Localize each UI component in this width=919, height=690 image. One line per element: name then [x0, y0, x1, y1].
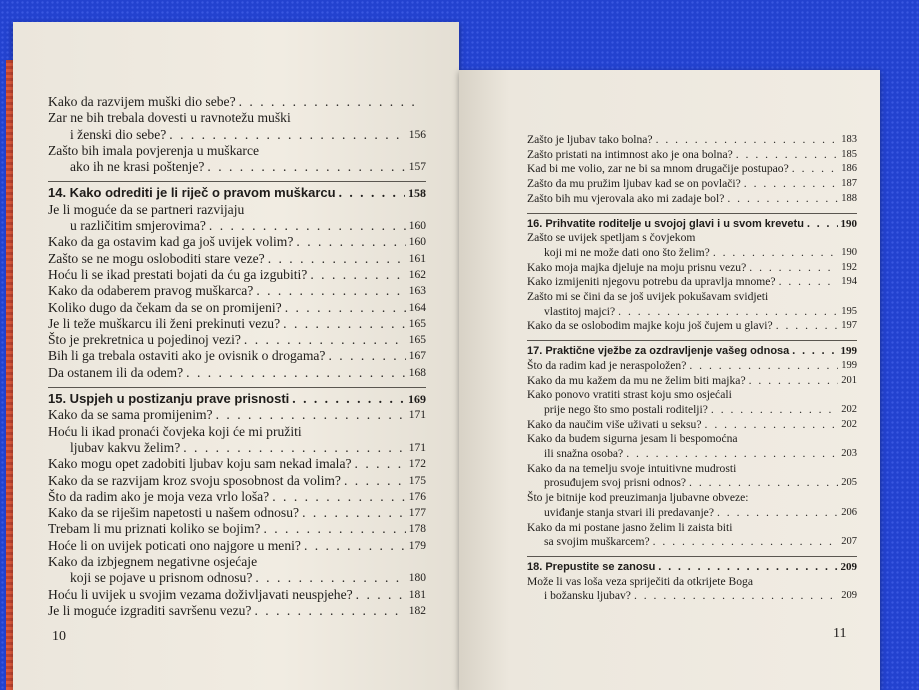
dot-leader [717, 506, 838, 521]
dot-leader [296, 234, 405, 250]
dot-leader [292, 391, 405, 407]
toc-entry [527, 231, 857, 260]
dot-leader [272, 489, 406, 505]
toc-entry-text: sa svojim muškarcem? [544, 535, 650, 549]
dot-leader [744, 177, 838, 192]
toc-page-number: 158 [408, 186, 426, 201]
toc-entry-text: Kako ponovo vratiti strast koju smo osjećali [527, 388, 732, 402]
toc-page-number: 181 [408, 588, 426, 601]
toc-entry-text: ljubav kakvu želim? [70, 439, 181, 455]
toc-entry [527, 418, 857, 433]
dot-leader [792, 162, 838, 177]
toc-entry [527, 261, 857, 276]
toc-entry [48, 300, 426, 316]
toc-entry-text: Je li teže muškarcu ili ženi prekinuti vezu? [48, 315, 281, 331]
right-page-number: 11 [833, 626, 847, 641]
dot-leader [339, 185, 405, 201]
toc-entry-text: Koliko dugo da čekam da se on promijeni? [48, 299, 282, 315]
toc-entry-text: Kako da naučim više uživati u seksu? [527, 417, 702, 431]
toc-page-number: 180 [408, 572, 426, 585]
toc-entry [527, 290, 857, 319]
toc-page-number: 169 [408, 392, 426, 407]
toc-entry-text: 18. Prepustite se zanosu [527, 560, 656, 573]
dot-leader [304, 538, 406, 554]
toc-page-number: 165 [408, 334, 426, 347]
toc-entry-text: 17. Praktične vježbe za ozdravljenje vašeg odnosa [527, 345, 790, 358]
dot-leader [285, 300, 406, 316]
toc-entry-text: Što da radim kad je neraspoložen? [527, 358, 687, 372]
dot-leader [355, 456, 406, 472]
toc-page-number: 165 [408, 317, 426, 330]
toc-entry [48, 538, 426, 554]
toc-chapter-heading [527, 340, 857, 359]
toc-entry-text: 14. Kako odrediti je li riječ o pravom muškarcu [48, 185, 336, 201]
toc-entry-text: Kako moja majka djeluje na moju prisnu vezu? [527, 260, 747, 274]
toc-entry-text: Kako da razvijem muški dio sebe? [48, 94, 236, 109]
toc-page-number: 175 [408, 474, 426, 487]
dot-leader [207, 159, 405, 175]
toc-entry [48, 603, 426, 619]
toc-entry-text: u različitim smjerovima? [70, 218, 206, 234]
left-page-number: 10 [52, 629, 66, 644]
toc-entry-text: Može li vas loša veza spriječiti da otkrijete Boga [527, 574, 754, 588]
toc-entry [48, 554, 426, 587]
toc-page-number: 203 [841, 448, 857, 460]
toc-page-number: 186 [841, 163, 857, 175]
toc-page-number: 156 [408, 128, 426, 141]
dot-leader [779, 275, 839, 290]
toc-entry-text: Zašto se uvijek spetljam s čovjekom [527, 231, 696, 245]
toc-entry [48, 251, 426, 267]
dot-leader [268, 251, 406, 267]
toc-entry [527, 177, 857, 192]
toc-chapter-heading [48, 387, 426, 407]
dot-leader [634, 589, 838, 604]
toc-entry [48, 94, 426, 110]
toc-page-number: 176 [408, 490, 426, 503]
toc-entry-text: Zašto mi se čini da se još uvijek pokušavam svidjeti [527, 290, 769, 304]
toc-entry [48, 143, 426, 176]
toc-page-number: 162 [408, 268, 426, 281]
toc-entry-text: Kako da se sama promijenim? [48, 407, 213, 423]
toc-entry-text: prosuđujem svoj prisni odnos? [544, 476, 687, 490]
dot-leader [169, 127, 405, 143]
toc-entry [48, 505, 426, 521]
dot-leader [283, 316, 406, 332]
toc-entry [48, 456, 426, 472]
toc-page-number: 206 [841, 506, 857, 518]
toc-entry-text: Kako izmijeniti njegovu potrebu da upravlja mnome? [527, 275, 776, 289]
toc-page-number: 167 [408, 350, 426, 363]
dot-leader [618, 305, 838, 320]
toc-entry [527, 359, 857, 374]
toc-entry [527, 192, 857, 207]
toc-entry [48, 316, 426, 332]
toc-entry-text: prije nego što smo postali roditelji? [544, 402, 708, 416]
toc-entry [48, 267, 426, 283]
toc-page-number: 197 [841, 320, 857, 332]
toc-entry-text: Zašto bih imala povjerenja u muškarce [48, 142, 260, 158]
toc-entry-text: Zašto je ljubav tako bolna? [527, 133, 653, 146]
toc-entry-text: Kako da ga ostavim kad ga još uvijek volim? [48, 234, 294, 250]
dot-leader [749, 374, 839, 389]
toc-entry-text: Kako da odaberem pravog muškarca? [48, 283, 254, 299]
toc-entry [527, 388, 857, 417]
toc-entry-text: koji mi ne može dati ono što želim? [544, 245, 710, 259]
toc-page-number: 185 [841, 148, 857, 160]
toc-page-number: 202 [841, 418, 857, 430]
dot-leader [209, 218, 406, 234]
toc-page-number: 182 [408, 604, 426, 617]
toc-page-number: 194 [841, 276, 857, 288]
toc-entry [48, 202, 426, 235]
toc-page-number: 160 [408, 220, 426, 233]
toc-entry [527, 575, 857, 604]
toc-entry [527, 491, 857, 520]
toc-page-number: 207 [841, 536, 857, 548]
dot-leader [749, 261, 838, 276]
dot-leader [344, 473, 406, 489]
dot-leader [302, 505, 406, 521]
dot-leader [689, 476, 838, 491]
toc-entry [527, 462, 857, 491]
toc-entry [48, 234, 426, 250]
toc-page-number: 209 [840, 560, 857, 573]
toc-chapter-heading [527, 213, 857, 232]
toc-entry [48, 521, 426, 537]
toc-page-number: 188 [841, 192, 857, 204]
toc-entry-text: Što da radim ako je moja veza vrlo loša? [48, 488, 270, 504]
toc-page-number: 179 [408, 539, 426, 552]
toc-entry-text: ili snažna osoba? [544, 447, 624, 461]
dot-leader [244, 332, 406, 348]
toc-page-number: 199 [841, 359, 857, 371]
toc-entry [48, 348, 426, 364]
dot-leader [689, 359, 838, 374]
toc-entry [48, 489, 426, 505]
toc-entry-text: Da ostanem ili da odem? [48, 364, 184, 380]
toc-page-number: 157 [408, 161, 426, 174]
toc-entry-text: Što je prekretnica u pojedinoj vezi? [48, 332, 241, 348]
toc-entry-text: Hoću li se ikad prestati bojati da ću ga izgubiti? [48, 266, 308, 282]
toc-entry-text: vlastitoj majci? [544, 304, 616, 318]
toc-page-number: 163 [408, 285, 426, 298]
toc-entry [527, 374, 857, 389]
toc-entry-text: Zašto pristati na intimnost ako je ona bolna? [527, 147, 733, 161]
toc-entry-text: Kako da se riješim napetosti u našem odnosu? [48, 505, 300, 521]
toc-page-number: 190 [840, 217, 857, 230]
dot-leader [776, 319, 839, 334]
dot-leader [807, 217, 838, 232]
toc-page-number: 171 [408, 409, 426, 422]
toc-page-number: 177 [408, 507, 426, 520]
toc-chapter-heading [527, 556, 857, 575]
toc-entry-text: Bih li ga trebala ostaviti ako je ovisnik o drogama? [48, 348, 326, 364]
toc-entry-text: koji se pojave u prisnom odnosu? [70, 570, 253, 586]
dot-leader [626, 447, 838, 462]
toc-entry-text: Zašto se ne mogu osloboditi stare veze? [48, 250, 265, 266]
dot-leader [356, 587, 406, 603]
dot-leader [727, 192, 838, 207]
dot-leader [263, 521, 405, 537]
toc-page-number: 190 [841, 246, 857, 258]
dot-leader [713, 246, 838, 261]
toc-entry-text: Što je bitnije kod preuzimanja ljubavne obveze: [527, 491, 749, 505]
dot-leader [736, 148, 839, 163]
toc-entry-text: Je li moguće izgraditi savršenu vezu? [48, 602, 252, 618]
dot-leader [656, 133, 839, 148]
toc-entry [527, 319, 857, 334]
toc-entry-text: Kad bi me volio, zar ne bi sa mnom drugačije postupao? [527, 162, 789, 176]
dot-leader [255, 570, 405, 586]
toc-entry [48, 283, 426, 299]
toc-page-number: 202 [841, 403, 857, 415]
toc-page-number: 183 [841, 134, 857, 145]
toc-entry-text: Hoću li ikad pronaći čovjeka koji će mi pružiti [48, 423, 302, 439]
toc-page-number: 187 [841, 178, 857, 190]
toc-page-number: 205 [841, 477, 857, 489]
toc-entry [527, 148, 857, 163]
toc-entry [48, 587, 426, 603]
toc-entry [48, 365, 426, 381]
toc-entry [527, 275, 857, 290]
toc-entry-text: Kako da na temelju svoje intuitivne mudrosti [527, 461, 737, 475]
toc-page-number: 192 [841, 261, 857, 273]
toc-page-number: 160 [408, 236, 426, 249]
toc-entry [48, 473, 426, 489]
toc-entry-text: Zašto bih mu vjerovala ako mi zadaje bol? [527, 191, 725, 205]
toc-entry-text: 15. Uspjeh u postizanju prave prisnosti [48, 391, 290, 407]
toc-page-number: 164 [408, 301, 426, 314]
left-table-of-contents [48, 94, 426, 619]
toc-page-number: 172 [408, 458, 426, 471]
dot-leader [328, 348, 405, 364]
toc-entry-text: Kako da mu kažem da mu ne želim biti majka? [527, 373, 746, 387]
toc-page-number: 209 [841, 590, 857, 602]
toc-entry-text: Zašto da mu pružim ljubav kad se on povlači? [527, 177, 741, 191]
toc-entry [527, 432, 857, 461]
toc-entry [48, 407, 426, 423]
dot-leader [256, 283, 405, 299]
toc-entry-text: Kako da mi postane jasno želim li zaista biti [527, 520, 733, 534]
right-table-of-contents [527, 133, 857, 604]
toc-entry [527, 521, 857, 550]
toc-page-number: 161 [408, 252, 426, 265]
toc-entry-text: i božansku ljubav? [544, 589, 631, 603]
dot-leader [658, 560, 837, 575]
toc-entry-text: Trebam li mu priznati koliko se bojim? [48, 521, 261, 537]
toc-page-number: 171 [408, 441, 426, 454]
dot-leader [239, 94, 423, 110]
toc-entry-text: Kako da se razvijam kroz svoju sposobnost da volim? [48, 472, 341, 488]
toc-entry [527, 133, 857, 148]
toc-page-number: 168 [408, 366, 426, 379]
toc-entry [48, 332, 426, 348]
toc-entry-text: Zar ne bih trebala dovesti u ravnotežu muški [48, 110, 291, 126]
toc-page-number: 195 [841, 305, 857, 317]
toc-entry [48, 110, 426, 143]
dot-leader [216, 407, 406, 423]
toc-page-number: 201 [841, 374, 857, 386]
toc-entry-text: i ženski dio sebe? [70, 126, 167, 142]
dot-leader [792, 344, 837, 359]
toc-page-number: 199 [840, 345, 857, 358]
dot-leader [254, 603, 405, 619]
dot-leader [653, 535, 839, 550]
dot-leader [705, 418, 839, 433]
toc-entry-text: Kako da izbjegnem negativne osjećaje [48, 554, 258, 570]
toc-entry [48, 424, 426, 457]
toc-chapter-heading [48, 181, 426, 201]
dot-leader [711, 403, 838, 418]
toc-page-number: 178 [408, 523, 426, 536]
dot-leader [186, 365, 406, 381]
dot-leader [183, 440, 406, 456]
toc-entry-text: Hoće li on uvijek poticati ono najgore u meni? [48, 537, 301, 553]
toc-entry-text: Kako da se oslobodim majke koju još čujem u glavi? [527, 319, 773, 333]
toc-entry-text: ako ih ne krasi poštenje? [70, 159, 205, 175]
toc-entry-text: Hoću li uvijek u svojim vezama doživljavati neuspjehe? [48, 586, 353, 602]
toc-entry-text: Kako mogu opet zadobiti ljubav koju sam nekad imala? [48, 456, 352, 472]
toc-entry-text: Kako da budem sigurna jesam li bespomoćna [527, 432, 738, 446]
dot-leader [310, 267, 405, 283]
toc-entry-text: 16. Prihvatite roditelje u svojoj glavi i u svom krevetu [527, 217, 804, 230]
toc-entry-text: uviđanje stanja stvari ili predavanje? [544, 505, 714, 519]
toc-entry-text: Je li moguće da se partneri razvijaju [48, 201, 245, 217]
toc-entry [527, 162, 857, 177]
